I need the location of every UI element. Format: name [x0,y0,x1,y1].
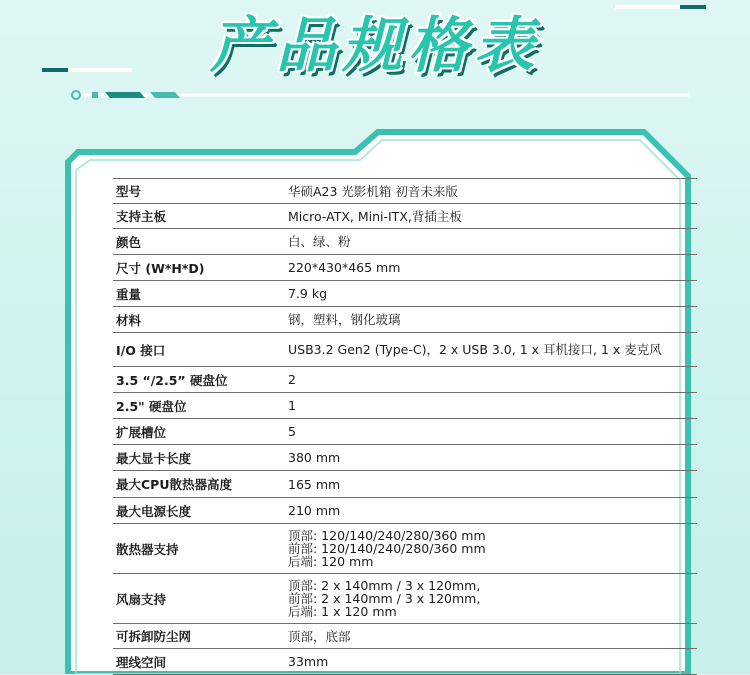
spec-value-line: 前部: 120/140/240/280/360 mm [288,541,486,556]
spec-value-line: 白、绿、粉 [288,234,351,249]
spec-value [288,185,697,198]
spec-value [288,504,697,517]
spec-table [113,178,697,675]
spec-label: 尺寸 (W*H*D) [116,260,205,276]
spec-label: 支持主板 [116,209,167,224]
spec-value [288,630,697,643]
spec-label: 3.5 “/2.5” 硬盘位 [116,372,228,388]
spec-row [113,524,697,574]
spec-label: 扩展槽位 [116,424,167,440]
spec-value-line: Micro-ATX, Mini-ITX,背插主板 [288,208,462,224]
spec-label: 重量 [116,286,142,302]
spec-row [113,393,697,419]
spec-label: I/O 接口 [116,342,166,358]
spec-value-line: 华硕A23 光影机箱 初音未来版 [288,183,458,199]
spec-value [288,261,697,274]
spec-value-line: 5 [288,424,296,439]
spec-label: 散热器支持 [116,541,179,557]
spec-value [288,313,697,326]
spec-value-line: USB3.2 Gen2 (Type-C)，2 x USB 3.0, 1 x 耳机接口, 1 x 麦克风 [288,342,662,357]
spec-row [113,367,697,393]
page-title: 产品规格表 [210,11,540,81]
spec-value [288,343,697,356]
spec-value [288,478,697,491]
spec-label: 2.5" 硬盘位 [116,398,187,414]
spec-label: 最大显卡长度 [116,450,192,466]
spec-row [113,471,697,498]
spec-value [288,235,697,248]
spec-label: 型号 [116,184,142,199]
spec-value [288,579,697,618]
spec-row [113,229,697,255]
spec-value-line: 380 mm [288,450,341,465]
spec-label: 最大电源长度 [116,503,192,519]
spec-value [288,529,697,568]
spec-row [113,281,697,307]
spec-label: 风扇支持 [116,591,167,607]
spec-value-line: 7.9 kg [288,286,328,301]
spec-label: 材料 [116,312,142,328]
spec-label: 理线空间 [116,654,167,670]
spec-row [113,307,697,333]
spec-value [288,210,697,223]
spec-value-line: 220*430*465 mm [288,260,401,275]
spec-row [113,333,697,367]
spec-row [113,498,697,524]
spec-label: 颜色 [116,234,142,250]
spec-value-line: 后端: 1 x 120 mm [288,604,397,619]
spec-row [113,204,697,229]
spec-label: 最大CPU散热器高度 [116,477,232,492]
spec-value [288,425,697,438]
spec-value-line: 后端: 120 mm [288,554,374,569]
spec-value-line: 165 mm [288,476,341,492]
spec-value [288,399,697,412]
spec-value-line: 顶部，底部 [288,628,351,644]
spec-value [288,451,697,464]
spec-row [113,178,697,204]
spec-label: 可拆卸防尘网 [116,629,192,644]
spec-row [113,624,697,649]
spec-value-line: 2 [288,372,296,387]
spec-row [113,445,697,471]
spec-value [288,655,697,668]
spec-value-line: 33mm [288,654,329,669]
spec-value-line: 顶部: 2 x 140mm / 3 x 120mm, [288,578,481,593]
spec-value-line: 210 mm [288,503,341,518]
spec-row [113,574,697,624]
spec-row [113,419,697,445]
spec-value [288,287,697,300]
spec-row [113,255,697,281]
spec-value-line: 钢，塑料，钢化玻璃 [288,312,401,327]
spec-value-line: 前部: 2 x 140mm / 3 x 120mm, [288,591,481,606]
spec-value-line: 1 [288,398,296,413]
spec-value [288,373,697,386]
spec-row [113,649,697,675]
spec-value-line: 顶部: 120/140/240/280/360 mm [288,528,486,543]
